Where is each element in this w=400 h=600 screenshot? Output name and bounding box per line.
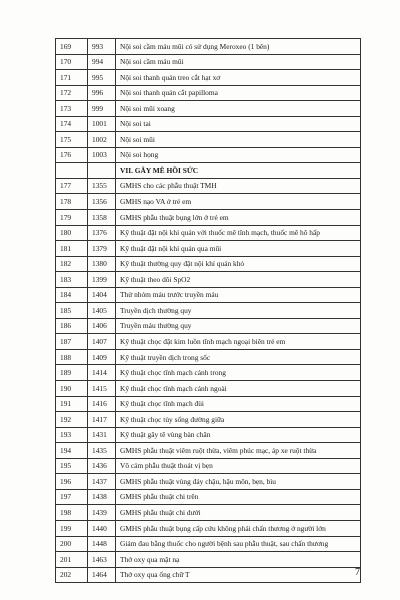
row-number-cell: 171 [56,70,88,86]
procedure-name-cell: Kỹ thuật gây tê vùng bàn chân [116,427,361,443]
procedure-table [55,38,361,583]
procedure-name-cell: GMHS phẫu thuật viêm ruột thừa, viêm phúc mạc, áp xe ruột thừa [116,443,361,459]
procedure-name-cell: GMHS phẫu thuật bụng cấp cứu không phải chấn thương ở người lớn [116,520,361,536]
code-cell: 1437 [88,474,116,490]
code-cell: 1355 [88,178,116,194]
code-cell: 1416 [88,396,116,412]
table-row [56,178,361,194]
row-number-cell: 174 [56,116,88,132]
table-row [56,318,361,334]
table-row [56,334,361,350]
table-row [56,194,361,210]
procedure-name-cell: Thở oxy qua ống chữ T [116,567,361,583]
code-cell: 995 [88,70,116,86]
section-heading-row [56,163,361,179]
procedure-name-cell: Nội soi cầm máu mũi có sử dụng Meroxeo (1 bên) [116,39,361,55]
code-cell: 1379 [88,241,116,257]
procedure-name-cell: Truyền dịch thường quy [116,303,361,319]
table-row [56,241,361,257]
code-cell: 1415 [88,381,116,397]
table-row [56,303,361,319]
procedure-name-cell: GMHS cho các phẫu thuật TMH [116,178,361,194]
procedure-name-cell: Nội soi thanh quản treo cắt hạt xơ [116,70,361,86]
row-number-cell: 182 [56,256,88,272]
table-row [56,349,361,365]
code-cell: 1356 [88,194,116,210]
table-row [56,54,361,70]
code-cell: 1448 [88,536,116,552]
code-cell: 996 [88,85,116,101]
row-number-cell: 176 [56,147,88,163]
procedure-name-cell: Giảm đau bằng thuốc cho người bệnh sau phẫu thuật, sau chấn thương [116,536,361,552]
table-row [56,474,361,490]
procedure-name-cell: Thở oxy qua mặt nạ [116,552,361,568]
row-number-cell: 197 [56,489,88,505]
code-cell: 1414 [88,365,116,381]
row-number-cell: 194 [56,443,88,459]
procedure-name-cell: GMHS phẫu thuật vùng đáy chậu, hậu môn, bẹn, bìu [116,474,361,490]
procedure-name-cell: Nội soi tai [116,116,361,132]
code-cell: 1399 [88,272,116,288]
procedure-name-cell: Nội soi họng [116,147,361,163]
procedure-name-cell: Kỹ thuật chọc tủy sống đường giữa [116,412,361,428]
table-row [56,70,361,86]
procedure-name-cell: VII. GÂY MÊ HỒI SỨC [116,163,361,179]
table-row [56,132,361,148]
row-number-cell: 192 [56,412,88,428]
code-cell: 1436 [88,458,116,474]
code-cell [88,163,116,179]
code-cell: 1463 [88,552,116,568]
code-cell: 999 [88,101,116,117]
code-cell: 1002 [88,132,116,148]
table-row [56,287,361,303]
table-row [56,520,361,536]
code-cell: 1358 [88,210,116,226]
table-row [56,536,361,552]
row-number-cell: 201 [56,552,88,568]
procedure-name-cell: Kỹ thuật chọc tĩnh mạch cảnh trong [116,365,361,381]
row-number-cell: 190 [56,381,88,397]
code-cell: 1409 [88,349,116,365]
code-cell: 1435 [88,443,116,459]
table-row [56,458,361,474]
table-row [56,365,361,381]
procedure-name-cell: Truyền máu thường quy [116,318,361,334]
row-number-cell: 185 [56,303,88,319]
procedure-name-cell: Kỹ thuật chọc tĩnh mạch đùi [116,396,361,412]
code-cell: 1376 [88,225,116,241]
table-row [56,489,361,505]
table-row [56,381,361,397]
code-cell: 1431 [88,427,116,443]
procedure-name-cell: GMHS phẫu thuật chi dưới [116,505,361,521]
table-row [56,85,361,101]
procedure-name-cell: Kỹ thuật thường quy đặt nội khí quản khó [116,256,361,272]
procedure-name-cell: Vô cảm phẫu thuật thoát vị bẹn [116,458,361,474]
table-row [56,443,361,459]
table-row [56,116,361,132]
procedure-name-cell: Nội soi thanh quản cắt papilloma [116,85,361,101]
row-number-cell: 179 [56,210,88,226]
row-number-cell: 196 [56,474,88,490]
row-number-cell: 180 [56,225,88,241]
row-number-cell: 169 [56,39,88,55]
code-cell: 1406 [88,318,116,334]
row-number-cell: 188 [56,349,88,365]
table-row [56,396,361,412]
table-row [56,505,361,521]
procedure-name-cell: Kỹ thuật chọc đặt kim luồn tĩnh mạch ngoại biên trẻ em [116,334,361,350]
row-number-cell: 175 [56,132,88,148]
page-number: 7 [355,567,360,578]
table-row [56,427,361,443]
code-cell: 1003 [88,147,116,163]
procedure-table-body [56,39,361,583]
procedure-name-cell: Kỹ thuật chọc tĩnh mạch cảnh ngoài [116,381,361,397]
row-number-cell: 172 [56,85,88,101]
row-number-cell: 195 [56,458,88,474]
table-row [56,101,361,117]
row-number-cell: 187 [56,334,88,350]
code-cell: 1439 [88,505,116,521]
code-cell: 1407 [88,334,116,350]
table-row [56,39,361,55]
row-number-cell: 170 [56,54,88,70]
procedure-name-cell: Kỹ thuật đặt nội khí quản với thuốc mê tĩnh mạch, thuốc mê hô hấp [116,225,361,241]
row-number-cell: 200 [56,536,88,552]
row-number-cell: 191 [56,396,88,412]
table-row [56,567,361,583]
row-number-cell: 189 [56,365,88,381]
row-number-cell: 178 [56,194,88,210]
code-cell: 1464 [88,567,116,583]
procedure-name-cell: Thử nhóm máu trước truyền máu [116,287,361,303]
row-number-cell: 183 [56,272,88,288]
row-number-cell: 202 [56,567,88,583]
table-row [56,412,361,428]
table-row [56,256,361,272]
code-cell: 1417 [88,412,116,428]
row-number-cell: 184 [56,287,88,303]
table-row [56,210,361,226]
row-number-cell: 193 [56,427,88,443]
table-row [56,552,361,568]
procedure-name-cell: GMHS phẫu thuật chi trên [116,489,361,505]
procedure-name-cell: Nội soi mũi [116,132,361,148]
row-number-cell: 198 [56,505,88,521]
table-row [56,272,361,288]
code-cell: 1380 [88,256,116,272]
procedure-name-cell: Kỹ thuật truyền dịch trong sốc [116,349,361,365]
row-number-cell: 177 [56,178,88,194]
row-number-cell [56,163,88,179]
row-number-cell: 173 [56,101,88,117]
code-cell: 1404 [88,287,116,303]
procedure-name-cell: Nội soi cầm máu mũi [116,54,361,70]
procedure-name-cell: GMHS nạo VA ở trẻ em [116,194,361,210]
table-row [56,225,361,241]
code-cell: 994 [88,54,116,70]
procedure-name-cell: Kỹ thuật đặt nội khí quản qua mũi [116,241,361,257]
row-number-cell: 181 [56,241,88,257]
procedure-name-cell: Kỹ thuật theo dõi SpO2 [116,272,361,288]
row-number-cell: 199 [56,520,88,536]
procedure-name-cell: GMHS phẫu thuật bụng lớn ở trẻ em [116,210,361,226]
code-cell: 1440 [88,520,116,536]
table-row [56,147,361,163]
code-cell: 1405 [88,303,116,319]
procedure-name-cell: Nội soi mũi xoang [116,101,361,117]
row-number-cell: 186 [56,318,88,334]
code-cell: 1001 [88,116,116,132]
code-cell: 1438 [88,489,116,505]
code-cell: 993 [88,39,116,55]
